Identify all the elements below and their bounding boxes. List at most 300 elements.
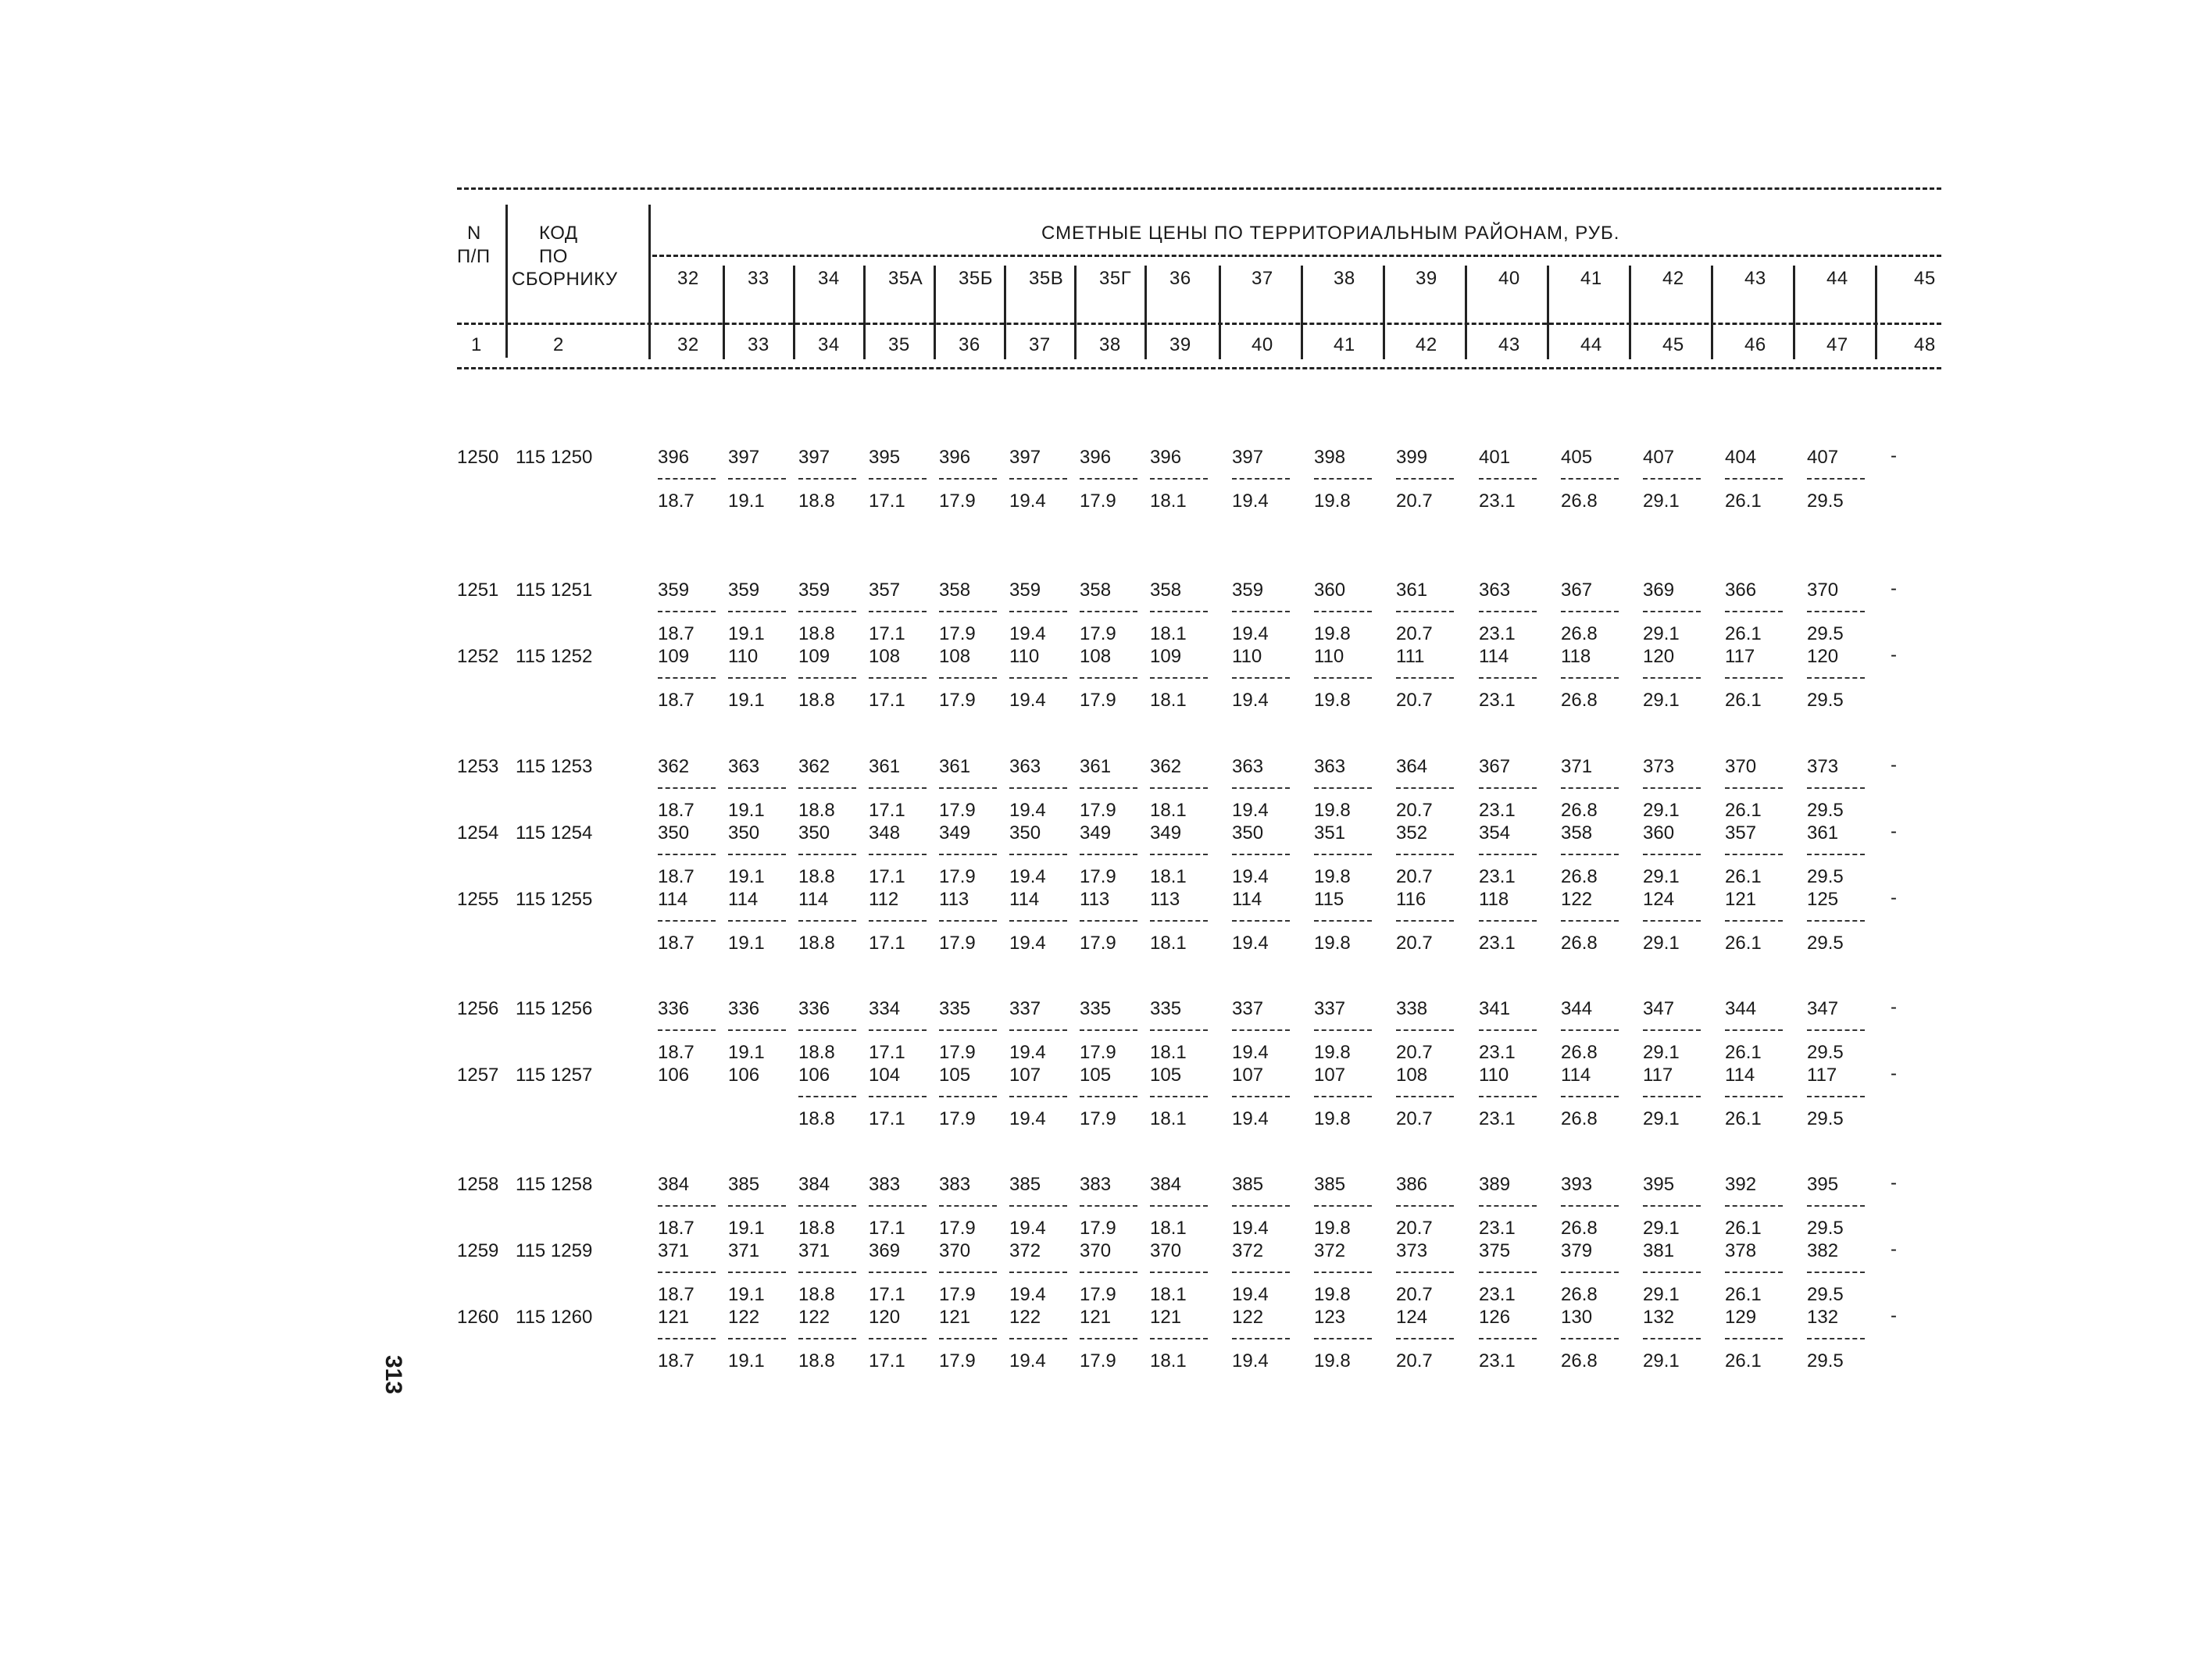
header-column-divider xyxy=(1219,266,1221,359)
fraction-rule xyxy=(798,1338,856,1339)
ratio-value: 19.8 xyxy=(1314,1350,1351,1371)
fraction-rule xyxy=(939,1029,997,1031)
ratio-value: 26.8 xyxy=(1561,623,1598,644)
fraction-rule xyxy=(1150,478,1208,480)
fraction-rule xyxy=(658,920,716,922)
ratio-value: 17.9 xyxy=(939,623,976,644)
fraction-rule xyxy=(1314,854,1372,855)
fraction-rule xyxy=(798,787,856,789)
row-code: 115 1250 xyxy=(516,447,593,468)
price-value: 393 xyxy=(1561,1174,1593,1195)
price-value: 367 xyxy=(1479,756,1511,777)
fraction-rule xyxy=(1643,1205,1701,1207)
ratio-value: 26.1 xyxy=(1725,933,1762,954)
price-value: 109 xyxy=(798,646,830,667)
row-code: 115 1251 xyxy=(516,580,593,601)
ratio-value: 17.9 xyxy=(939,1350,976,1371)
price-value: 398 xyxy=(1314,447,1346,468)
price-value: 121 xyxy=(1725,889,1757,910)
ratio-value: 26.1 xyxy=(1725,1284,1762,1305)
fraction-rule xyxy=(1314,611,1372,612)
header-district-code: 45 xyxy=(1914,268,1936,289)
row-number: 1255 xyxy=(457,889,499,910)
fraction-rule xyxy=(1080,920,1137,922)
fraction-rule xyxy=(1561,854,1619,855)
ratio-value: 18.7 xyxy=(658,1218,695,1239)
fraction-rule xyxy=(798,611,856,612)
fraction-rule xyxy=(1232,1338,1290,1339)
ratio-value: 29.5 xyxy=(1807,1108,1844,1129)
fraction-rule xyxy=(1479,920,1537,922)
price-value: 347 xyxy=(1807,998,1839,1019)
ratio-value: 26.8 xyxy=(1561,933,1598,954)
ratio-value: 17.1 xyxy=(869,1350,905,1371)
price-value: 109 xyxy=(658,646,690,667)
row-code: 115 1259 xyxy=(516,1240,593,1261)
fraction-rule xyxy=(1080,1338,1137,1339)
price-value: 105 xyxy=(1150,1065,1182,1086)
ratio-value: 29.5 xyxy=(1807,1218,1844,1239)
header-col2-line1: КОД xyxy=(539,223,578,244)
fraction-rule xyxy=(1643,854,1701,855)
ratio-value: 26.8 xyxy=(1561,866,1598,887)
fraction-rule xyxy=(1396,611,1454,612)
fraction-rule xyxy=(1080,854,1137,855)
fraction-rule xyxy=(869,1338,927,1339)
fraction-rule xyxy=(1080,611,1137,612)
price-value: 370 xyxy=(1150,1240,1182,1261)
price-value: 344 xyxy=(1725,998,1757,1019)
fraction-rule xyxy=(728,787,786,789)
ratio-value: 29.5 xyxy=(1807,1284,1844,1305)
ratio-value: 19.4 xyxy=(1009,933,1046,954)
price-value: 370 xyxy=(1080,1240,1112,1261)
fraction-rule xyxy=(1479,1205,1537,1207)
ratio-value: 19.1 xyxy=(728,1284,765,1305)
price-value: 123 xyxy=(1314,1307,1346,1328)
ratio-value: 18.7 xyxy=(658,1350,695,1371)
row-code: 115 1258 xyxy=(516,1174,593,1195)
header-title: СМЕТНЫЕ ЦЕНЫ ПО ТЕРРИТОРИАЛЬНЫМ РАЙОНАМ, РУБ. xyxy=(1041,223,1620,244)
header-mid-rule xyxy=(457,323,1941,325)
header-column-number: 32 xyxy=(677,334,699,355)
ratio-value: 18.7 xyxy=(658,800,695,821)
fraction-rule xyxy=(1479,478,1537,480)
ratio-value: 19.1 xyxy=(728,490,765,512)
ratio-value: 23.1 xyxy=(1479,1284,1516,1305)
price-value: 384 xyxy=(798,1174,830,1195)
price-value: 407 xyxy=(1643,447,1675,468)
ratio-value: 19.4 xyxy=(1232,1108,1269,1129)
ratio-value: 17.1 xyxy=(869,623,905,644)
fraction-rule xyxy=(869,920,927,922)
fraction-rule xyxy=(658,1338,716,1339)
price-value: 344 xyxy=(1561,998,1593,1019)
fraction-rule xyxy=(1232,1205,1290,1207)
price-value: 124 xyxy=(1643,889,1675,910)
ratio-value: 20.7 xyxy=(1396,933,1433,954)
price-value: 381 xyxy=(1643,1240,1675,1261)
fraction-rule xyxy=(1807,677,1865,679)
price-value: 337 xyxy=(1232,998,1264,1019)
ratio-value: 26.1 xyxy=(1725,1042,1762,1063)
price-value: 401 xyxy=(1479,447,1511,468)
ratio-value: 19.1 xyxy=(728,1042,765,1063)
fraction-rule xyxy=(1314,787,1372,789)
ratio-value: 19.8 xyxy=(1314,866,1351,887)
ratio-value: 26.8 xyxy=(1561,1350,1598,1371)
fraction-rule xyxy=(1009,1029,1067,1031)
header-column-number: 36 xyxy=(959,334,980,355)
ratio-value: 20.7 xyxy=(1396,1284,1433,1305)
header-district-code: 42 xyxy=(1662,268,1684,289)
price-value: 108 xyxy=(1396,1065,1428,1086)
fraction-rule xyxy=(1080,1029,1137,1031)
price-value: 362 xyxy=(798,756,830,777)
ratio-value: 19.4 xyxy=(1232,800,1269,821)
header-district-code: 33 xyxy=(748,268,769,289)
header-district-code: 40 xyxy=(1498,268,1520,289)
price-value: 105 xyxy=(1080,1065,1112,1086)
header-column-number: 1 xyxy=(471,334,482,355)
header-column-number: 42 xyxy=(1416,334,1437,355)
fraction-rule xyxy=(1807,1272,1865,1273)
ratio-value: 18.8 xyxy=(798,623,835,644)
fraction-rule xyxy=(939,920,997,922)
header-top-rule xyxy=(457,187,1941,190)
ratio-value: 19.4 xyxy=(1009,690,1046,711)
header-column-divider xyxy=(934,266,936,359)
ratio-value: 19.4 xyxy=(1009,1042,1046,1063)
fraction-rule xyxy=(798,1096,856,1097)
ratio-value: 19.8 xyxy=(1314,690,1351,711)
price-value: 109 xyxy=(1150,646,1182,667)
price-value: 335 xyxy=(1150,998,1182,1019)
ratio-value: 19.1 xyxy=(728,623,765,644)
header-column-divider xyxy=(1711,266,1713,359)
ratio-value: 19.8 xyxy=(1314,933,1351,954)
fraction-rule xyxy=(658,1029,716,1031)
price-value: 397 xyxy=(1009,447,1041,468)
price-value: 361 xyxy=(1396,580,1428,601)
price-value: 350 xyxy=(1009,822,1041,844)
fraction-rule xyxy=(1232,611,1290,612)
fraction-rule xyxy=(1080,1272,1137,1273)
price-value: 396 xyxy=(1150,447,1182,468)
price-value: 350 xyxy=(798,822,830,844)
fraction-rule xyxy=(1725,478,1783,480)
ratio-value: 17.9 xyxy=(1080,1108,1116,1129)
ratio-value: 19.4 xyxy=(1232,623,1269,644)
price-value: 363 xyxy=(728,756,760,777)
price-value: 122 xyxy=(1232,1307,1264,1328)
fraction-rule xyxy=(1561,1338,1619,1339)
ratio-value: 18.8 xyxy=(798,1218,835,1239)
price-value: 372 xyxy=(1009,1240,1041,1261)
ratio-value: 19.4 xyxy=(1232,1218,1269,1239)
price-value: 118 xyxy=(1479,889,1509,910)
fraction-rule xyxy=(1009,1205,1067,1207)
ratio-value: 29.1 xyxy=(1643,1108,1680,1129)
header-district-code: 35А xyxy=(888,268,923,289)
ratio-value: 18.7 xyxy=(658,866,695,887)
header-column-divider xyxy=(648,266,651,359)
fraction-rule xyxy=(1080,478,1137,480)
fraction-rule xyxy=(1232,854,1290,855)
fraction-rule xyxy=(1396,1272,1454,1273)
fraction-rule xyxy=(658,611,716,612)
price-value: 111 xyxy=(1396,646,1425,667)
price-value: 396 xyxy=(1080,447,1112,468)
price-value: 372 xyxy=(1232,1240,1264,1261)
ratio-value: 17.9 xyxy=(939,1284,976,1305)
price-value: 132 xyxy=(1643,1307,1675,1328)
ratio-value: 17.9 xyxy=(1080,1218,1116,1239)
price-value: 124 xyxy=(1396,1307,1428,1328)
price-value: 397 xyxy=(798,447,830,468)
ratio-value: 17.9 xyxy=(939,690,976,711)
row-number: 1258 xyxy=(457,1174,499,1195)
fraction-rule xyxy=(939,1205,997,1207)
header-column-divider xyxy=(1793,266,1795,359)
price-value: 383 xyxy=(1080,1174,1112,1195)
header-column-number: 37 xyxy=(1029,334,1051,355)
price-value: 371 xyxy=(658,1240,690,1261)
price-value: 117 xyxy=(1807,1065,1837,1086)
price-value: 114 xyxy=(1725,1065,1755,1086)
ratio-value: 26.1 xyxy=(1725,490,1762,512)
ratio-value: 29.5 xyxy=(1807,690,1844,711)
empty-district-45: - xyxy=(1891,1063,1897,1084)
ratio-value: 17.9 xyxy=(939,1108,976,1129)
ratio-value: 17.9 xyxy=(1080,623,1116,644)
price-value: 349 xyxy=(1150,822,1182,844)
ratio-value: 17.9 xyxy=(1080,1350,1116,1371)
header-column-number: 39 xyxy=(1169,334,1191,355)
fraction-rule xyxy=(1009,677,1067,679)
price-value: 359 xyxy=(798,580,830,601)
price-value: 110 xyxy=(1479,1065,1509,1086)
ratio-value: 23.1 xyxy=(1479,866,1516,887)
price-value: 359 xyxy=(1009,580,1041,601)
row-number: 1256 xyxy=(457,998,499,1019)
header-column-divider xyxy=(863,266,866,359)
ratio-value: 29.5 xyxy=(1807,490,1844,512)
fraction-rule xyxy=(1561,1029,1619,1031)
price-value: 349 xyxy=(939,822,971,844)
price-value: 367 xyxy=(1561,580,1593,601)
header-column-divider xyxy=(1465,266,1467,359)
ratio-value: 29.1 xyxy=(1643,623,1680,644)
price-value: 334 xyxy=(869,998,901,1019)
header-column-number: 33 xyxy=(748,334,769,355)
price-value: 386 xyxy=(1396,1174,1428,1195)
header-column-divider xyxy=(1383,266,1385,359)
price-value: 352 xyxy=(1396,822,1428,844)
ratio-value: 26.8 xyxy=(1561,690,1598,711)
empty-district-45: - xyxy=(1891,644,1897,665)
fraction-rule xyxy=(1009,611,1067,612)
header-column-divider xyxy=(1144,266,1147,359)
header-district-code: 37 xyxy=(1252,268,1273,289)
fraction-rule xyxy=(1643,1029,1701,1031)
ratio-value: 20.7 xyxy=(1396,1350,1433,1371)
fraction-rule xyxy=(1396,1205,1454,1207)
ratio-value: 17.9 xyxy=(1080,1284,1116,1305)
ratio-value: 19.4 xyxy=(1232,690,1269,711)
fraction-rule xyxy=(1807,920,1865,922)
fraction-rule xyxy=(1150,787,1208,789)
header-column-number: 45 xyxy=(1662,334,1684,355)
ratio-value: 17.9 xyxy=(939,866,976,887)
fraction-rule xyxy=(869,478,927,480)
ratio-value: 18.7 xyxy=(658,490,695,512)
ratio-value: 29.5 xyxy=(1807,623,1844,644)
price-value: 357 xyxy=(869,580,901,601)
price-value: 379 xyxy=(1561,1240,1593,1261)
fraction-rule xyxy=(1232,920,1290,922)
price-value: 336 xyxy=(658,998,690,1019)
price-value: 338 xyxy=(1396,998,1428,1019)
row-number: 1260 xyxy=(457,1307,499,1328)
ratio-value: 23.1 xyxy=(1479,1350,1516,1371)
price-value: 383 xyxy=(939,1174,971,1195)
ratio-value: 19.1 xyxy=(728,933,765,954)
price-value: 116 xyxy=(1396,889,1427,910)
fraction-rule xyxy=(1396,478,1454,480)
header-col1-line1: N xyxy=(467,223,481,244)
price-value: 114 xyxy=(1009,889,1040,910)
fraction-rule xyxy=(1232,478,1290,480)
price-value: 395 xyxy=(1643,1174,1675,1195)
ratio-value: 18.1 xyxy=(1150,1108,1187,1129)
fraction-rule xyxy=(1314,677,1372,679)
fraction-rule xyxy=(1080,787,1137,789)
header-district-code: 41 xyxy=(1580,268,1602,289)
header-bottom-rule xyxy=(457,367,1941,369)
ratio-value: 17.9 xyxy=(939,490,976,512)
ratio-value: 29.1 xyxy=(1643,490,1680,512)
fraction-rule xyxy=(1807,1205,1865,1207)
fraction-rule xyxy=(1232,787,1290,789)
fraction-rule xyxy=(1725,1096,1783,1097)
ratio-value: 18.1 xyxy=(1150,1218,1187,1239)
price-value: 107 xyxy=(1314,1065,1346,1086)
header-column-number: 48 xyxy=(1914,334,1936,355)
price-value: 395 xyxy=(869,447,901,468)
ratio-value: 17.9 xyxy=(939,933,976,954)
ratio-value: 17.1 xyxy=(869,1218,905,1239)
fraction-rule xyxy=(728,1272,786,1273)
price-value: 122 xyxy=(1561,889,1593,910)
ratio-value: 19.8 xyxy=(1314,1284,1351,1305)
empty-district-45: - xyxy=(1891,578,1897,599)
price-value: 107 xyxy=(1009,1065,1041,1086)
ratio-value: 26.8 xyxy=(1561,1218,1598,1239)
header-column-number: 44 xyxy=(1580,334,1602,355)
ratio-value: 20.7 xyxy=(1396,623,1433,644)
fraction-rule xyxy=(1561,920,1619,922)
fraction-rule xyxy=(1009,478,1067,480)
price-value: 106 xyxy=(798,1065,830,1086)
fraction-rule xyxy=(1009,854,1067,855)
row-number: 1259 xyxy=(457,1240,499,1261)
header-district-code: 39 xyxy=(1416,268,1437,289)
fraction-rule xyxy=(798,1272,856,1273)
price-value: 378 xyxy=(1725,1240,1757,1261)
ratio-value: 26.8 xyxy=(1561,1042,1598,1063)
price-value: 120 xyxy=(1807,646,1839,667)
price-value: 396 xyxy=(658,447,690,468)
fraction-rule xyxy=(728,920,786,922)
row-number: 1253 xyxy=(457,756,499,777)
ratio-value: 20.7 xyxy=(1396,800,1433,821)
fraction-rule xyxy=(1807,854,1865,855)
header-district-code: 34 xyxy=(818,268,840,289)
price-value: 359 xyxy=(658,580,690,601)
fraction-rule xyxy=(1725,1029,1783,1031)
header-column-number: 47 xyxy=(1826,334,1848,355)
ratio-value: 26.1 xyxy=(1725,866,1762,887)
fraction-rule xyxy=(869,677,927,679)
fraction-rule xyxy=(939,478,997,480)
price-value: 371 xyxy=(798,1240,830,1261)
empty-district-45: - xyxy=(1891,445,1897,466)
ratio-value: 19.4 xyxy=(1009,1350,1046,1371)
price-value: 358 xyxy=(1561,822,1593,844)
price-value: 104 xyxy=(869,1065,901,1086)
fraction-rule xyxy=(1725,1205,1783,1207)
fraction-rule xyxy=(1643,1096,1701,1097)
fraction-rule xyxy=(1561,1272,1619,1273)
ratio-value: 18.1 xyxy=(1150,623,1187,644)
fraction-rule xyxy=(1150,1205,1208,1207)
ratio-value: 17.1 xyxy=(869,490,905,512)
price-value: 114 xyxy=(1561,1065,1591,1086)
fraction-rule xyxy=(1561,677,1619,679)
price-value: 110 xyxy=(728,646,759,667)
price-value: 337 xyxy=(1009,998,1041,1019)
ratio-value: 18.7 xyxy=(658,933,695,954)
price-value: 114 xyxy=(1479,646,1509,667)
price-value: 108 xyxy=(1080,646,1112,667)
price-value: 384 xyxy=(1150,1174,1182,1195)
fraction-rule xyxy=(1314,920,1372,922)
price-value: 395 xyxy=(1807,1174,1839,1195)
header-col1-line2: П/П xyxy=(457,246,491,267)
price-value: 405 xyxy=(1561,447,1593,468)
price-value: 397 xyxy=(728,447,760,468)
price-value: 108 xyxy=(939,646,971,667)
price-value: 385 xyxy=(1232,1174,1264,1195)
price-value: 399 xyxy=(1396,447,1428,468)
price-value: 114 xyxy=(798,889,829,910)
fraction-rule xyxy=(1150,1272,1208,1273)
price-value: 122 xyxy=(728,1307,760,1328)
price-value: 350 xyxy=(728,822,760,844)
price-value: 110 xyxy=(1009,646,1040,667)
ratio-value: 29.5 xyxy=(1807,1350,1844,1371)
header-column-number: 41 xyxy=(1334,334,1355,355)
price-value: 396 xyxy=(939,447,971,468)
price-value: 358 xyxy=(1080,580,1112,601)
fraction-rule xyxy=(658,478,716,480)
fraction-rule xyxy=(869,1096,927,1097)
price-value: 106 xyxy=(728,1065,760,1086)
price-value: 369 xyxy=(1643,580,1675,601)
fraction-rule xyxy=(658,1205,716,1207)
price-value: 385 xyxy=(728,1174,760,1195)
